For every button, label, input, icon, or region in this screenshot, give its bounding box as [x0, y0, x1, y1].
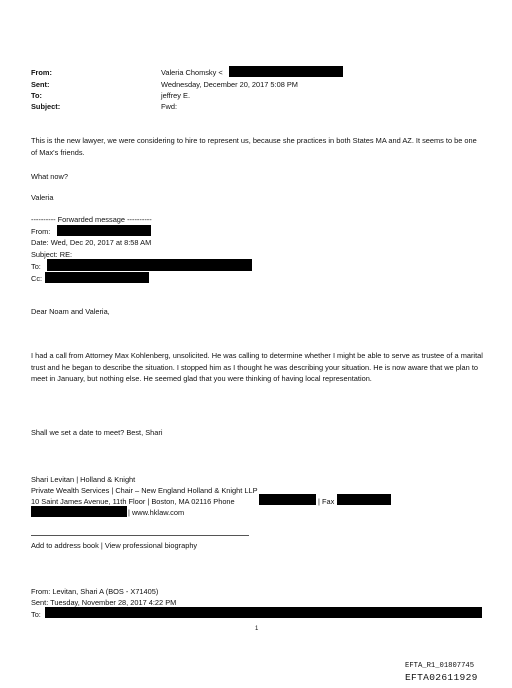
subject-value: Fwd:: [161, 102, 178, 111]
quoted-from: From: Levitan, Shari A (BOS - X71405): [31, 587, 159, 596]
sent-label: Sent:: [31, 80, 50, 89]
redaction-block: [47, 259, 252, 271]
signature-fax-label: | Fax: [318, 497, 335, 506]
redaction-block: [45, 607, 482, 618]
forward-to: To:: [31, 262, 41, 271]
forward-date: Date: Wed, Dec 20, 2017 at 8:58 AM: [31, 238, 152, 247]
body-signoff: Valeria: [31, 193, 54, 202]
forward-subject: Subject: RE:: [31, 250, 73, 259]
message-paragraph: I had a call from Attorney Max Kohlenberg, unsolicited. He was calling to determine whether I might be able to serve as trustee of a marital trust and he began to describe the situation. I stopped him as I thought he was describing your situation. He is now aware that we plan to meet in January, but nothing else. He seemed glad that you were thinking of having local representation.: [31, 351, 483, 383]
redaction-block: [31, 506, 127, 517]
page-number: 1: [255, 626, 259, 632]
footer-id-1: EFTA_R1_01807745: [405, 662, 475, 670]
body-paragraph-1: This is the new lawyer, we were considering to hire to represent us, because she practices in both States MA and AZ. It seems to be one of Max's friends.: [31, 136, 477, 157]
forward-cc: Cc:: [31, 274, 43, 283]
quoted-sent: Sent: Tuesday, November 28, 2017 4:22 PM: [31, 598, 177, 607]
signature-links[interactable]: Add to address book | View professional biography: [31, 541, 198, 550]
to-value: jeffrey E.: [161, 91, 191, 100]
forward-from: From:: [31, 227, 51, 236]
signature-name: Shari Levitan | Holland & Knight: [31, 475, 136, 484]
redaction-block: [337, 494, 391, 505]
signature-divider: [31, 535, 249, 536]
signature-address: 10 Saint James Avenue, 11th Floor | Boston, MA 02116 Phone: [31, 497, 235, 506]
body-paragraph-2: What now?: [31, 172, 68, 181]
redaction-block: [229, 66, 343, 77]
from-label: From:: [31, 68, 52, 77]
sent-value: Wednesday, December 20, 2017 5:08 PM: [161, 80, 298, 89]
message-closing: Shall we set a date to meet? Best, Shari: [31, 428, 163, 437]
signature-website[interactable]: | www.hklaw.com: [128, 508, 185, 517]
signature-title: Private Wealth Services | Chair – New England Holland & Knight LLP: [31, 486, 258, 495]
redaction-block: [57, 225, 151, 236]
subject-label: Subject:: [31, 102, 61, 111]
from-value: Valeria Chomsky <: [161, 68, 223, 77]
message-greeting: Dear Noam and Valeria,: [31, 307, 110, 316]
redaction-block: [259, 494, 316, 505]
redaction-block: [45, 272, 149, 283]
forward-divider: ---------- Forwarded message ----------: [31, 215, 152, 224]
to-label: To:: [31, 91, 42, 100]
footer-id-2: EFTA02611929: [405, 672, 478, 683]
quoted-to: To:: [31, 610, 41, 619]
